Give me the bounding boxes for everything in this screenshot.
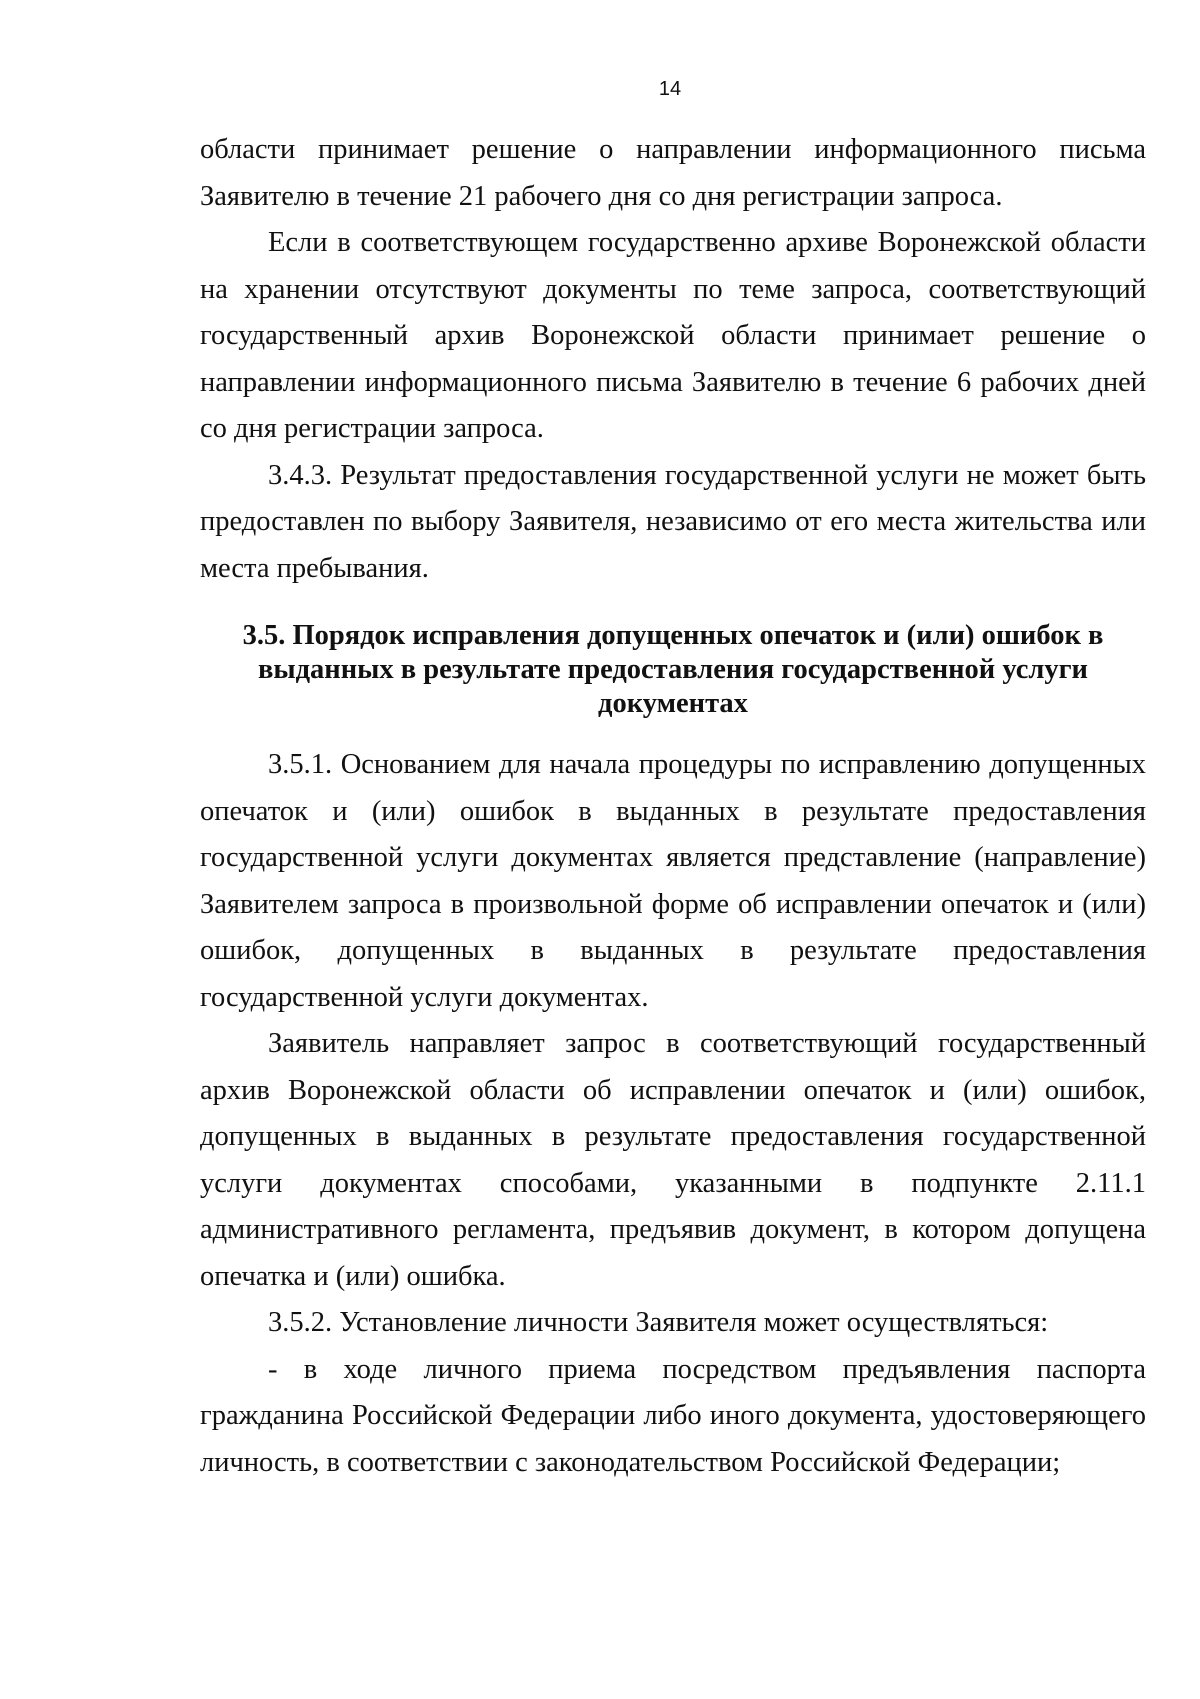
document-body xyxy=(200,127,1146,1486)
paragraph: области принимает решение о направлении информационного письма Заявителю в течение 21 рабочего дня со дня регистрации запроса. xyxy=(200,134,1146,212)
section-heading: 3.5. Порядок исправления допущенных опечаток и (или) ошибок в выданных в результате предоставления государственной услуги документах xyxy=(242,620,1104,719)
paragraph: 3.4.3. Результат предоставления государственной услуги не может быть предоставлен по выбору Заявителя, независимо от его места жительства или места пребывания. xyxy=(200,459,1146,584)
paragraph: - в ходе личного приема посредством предъявления паспорта гражданина Российской Федерации либо иного документа, удостоверяющего личность, в соответствии с законодательством Российской Федерации; xyxy=(200,1353,1146,1478)
paragraph: 3.5.2. Установление личности Заявителя может осуществляться: xyxy=(268,1307,1049,1338)
paragraph: 3.5.1. Основанием для начала процедуры по исправлению допущенных опечаток и (или) ошибок в выданных в результате предоставления государственной услуги документах является представление (направление) Заявителем запроса в произвольной форме об исправлении опечаток и (или) ошибок, допущенных в выданных в результате предоставления государственной услуги документах. xyxy=(200,749,1146,1013)
page-number: 14 xyxy=(658,78,682,100)
paragraph: Если в соответствующем государственно архиве Воронежской области на хранении отсутствуют документы по теме запроса, соответствующий государственный архив Воронежской области принимает решение о направлении информационного письма Заявителю в течение 6 рабочих дней со дня регистрации запроса. xyxy=(200,227,1146,444)
paragraph: Заявитель направляет запрос в соответствующий государственный архив Воронежской области об исправлении опечаток и (или) ошибок, допущенных в выданных в результате предоставления государственной услуги документах способами, указанными в подпункте 2.11.1 административного регламента, предъявив документ, в котором допущена опечатка и (или) ошибка. xyxy=(200,1028,1146,1292)
